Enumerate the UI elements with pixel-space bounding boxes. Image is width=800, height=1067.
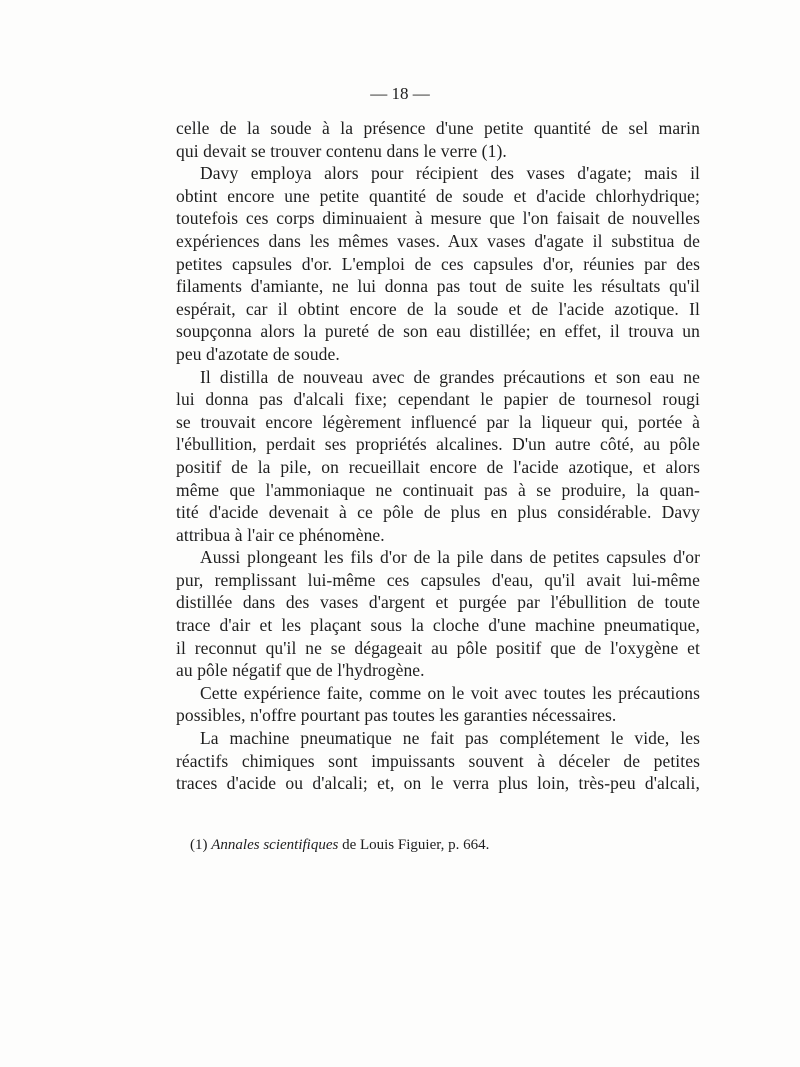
text-line: peu d'azotate de soude. (176, 343, 340, 364)
text-line: Aussi plongeant les fils d'or de la pile dans de petites capsules d'or (200, 547, 700, 568)
text-line: réactifs chimiques sont impuissants souvent à déceler de petites (176, 750, 700, 771)
text-line: soupçonna alors la pureté de son eau distillée; en effet, il trouva un (176, 321, 700, 342)
text-line: espérait, car il obtint encore de la soude et de l'acide azotique. Il (176, 298, 700, 319)
body-text (176, 117, 700, 795)
text-line: lui donna pas d'alcali fixe; cependant le papier de tournesol rougi (176, 389, 700, 410)
footnote-marker: (1) (190, 837, 212, 853)
text-line: attribua à l'air ce phénomène. (176, 524, 385, 545)
text-line: Cette expérience faite, comme on le voit avec toutes les précautions (200, 682, 700, 703)
text-line: expériences dans les mêmes vases. Aux vases d'agate il substitua de (176, 230, 700, 251)
page-number: — 18 — (370, 84, 430, 103)
text-line: obtint encore une petite quantité de soude et d'acide chlorhydrique; (176, 185, 700, 206)
footnote-citation: de Louis Figuier, p. 664. (338, 837, 490, 853)
text-line: se trouvait encore légèrement influencé par la liqueur qui, portée à (176, 411, 700, 432)
text-line: qui devait se trouver contenu dans le verre (1). (176, 140, 507, 161)
text-line: Il distilla de nouveau avec de grandes précautions et son eau ne (200, 366, 700, 387)
text-line: La machine pneumatique ne fait pas complétement le vide, les (200, 728, 700, 749)
footnote (190, 835, 489, 855)
text-line: il reconnut qu'il ne se dégageait au pôle positif que de l'oxygène et (176, 637, 700, 658)
text-line: tité d'acide devenait à ce pôle de plus en plus considérable. Davy (176, 502, 700, 523)
text-line: petites capsules d'or. L'emploi de ces capsules d'or, réunies par des (176, 253, 700, 274)
text-line: celle de la soude à la présence d'une petite quantité de sel marin (176, 118, 700, 138)
text-line: filaments d'amiante, ne lui donna pas tout de suite les résultats qu'il (176, 276, 700, 297)
text-line: traces d'acide ou d'alcali; et, on le verra plus loin, très-peu d'alcali, (176, 773, 700, 794)
text-line: pur, remplissant lui-même ces capsules d'eau, qu'il avait lui-même (176, 569, 700, 590)
text-line: même que l'ammoniaque ne continuait pas à se produire, la quan- (176, 479, 700, 500)
text-line: trace d'air et les plaçant sous la cloche d'une machine pneumatique, (176, 615, 700, 636)
text-line: au pôle négatif que de l'hydrogène. (176, 660, 425, 681)
text-line: positif de la pile, on recueillait encore de l'acide azotique, et alors (176, 456, 700, 477)
text-line: toutefois ces corps diminuaient à mesure que l'on faisait de nouvelles (176, 208, 700, 229)
text-line: possibles, n'offre pourtant pas toutes les garanties nécessaires. (176, 705, 617, 726)
text-line: Davy employa alors pour récipient des vases d'agate; mais il (200, 163, 700, 184)
text-line: l'ébullition, perdait ses propriétés alcalines. D'un autre côté, au pôle (176, 434, 700, 455)
text-line: distillée dans des vases d'argent et purgée par l'ébullition de toute (176, 592, 700, 613)
footnote-title: Annales scientifiques (211, 837, 339, 853)
